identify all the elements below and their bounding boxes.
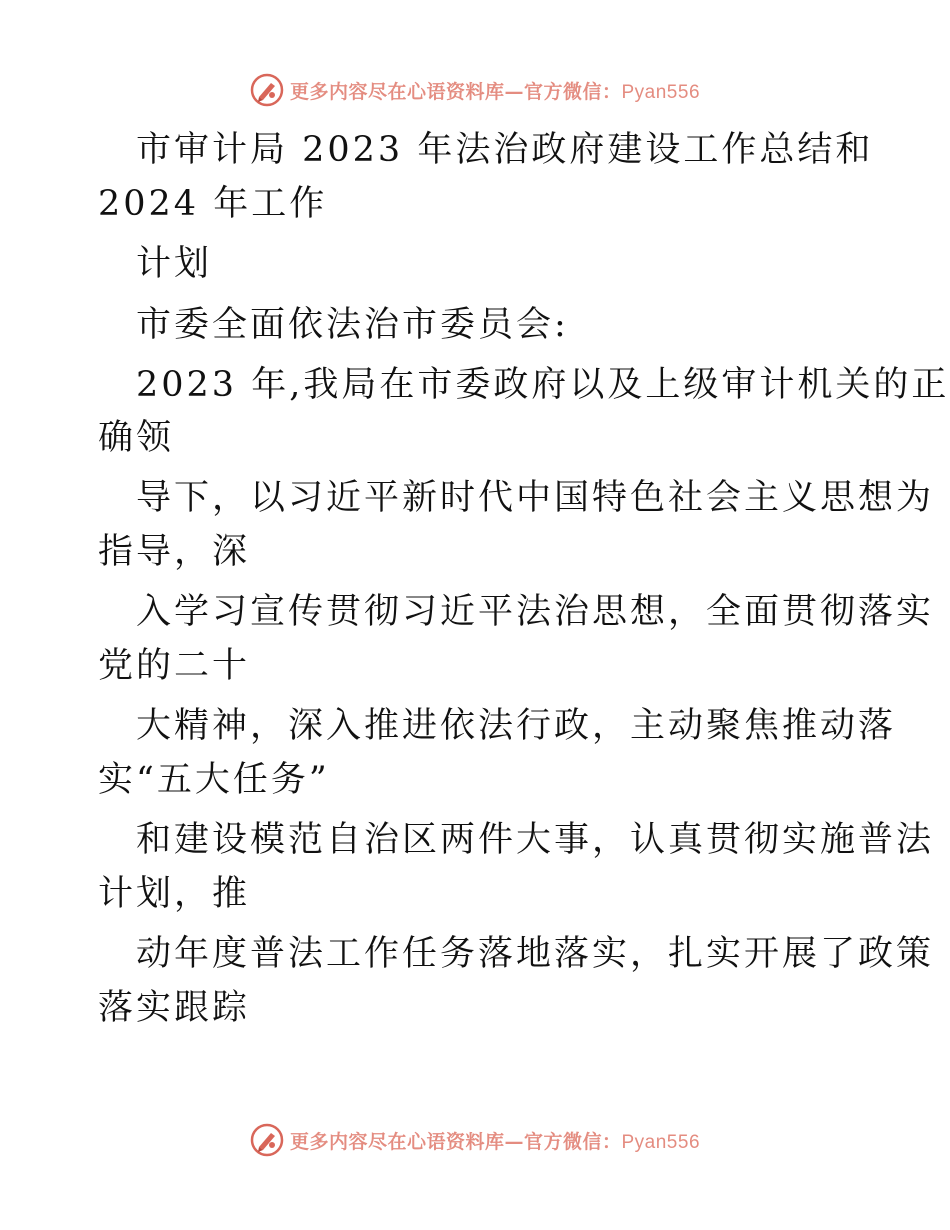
title-line-1: 市审计局 2023 年法治政府建设工作总结和 [136, 130, 874, 170]
watermark-id: Pyan556 [621, 1131, 701, 1153]
body-line: 实“五大任务” [98, 760, 330, 800]
watermark-id: Pyan556 [621, 81, 701, 103]
salutation: 市委全面依法治市委员会: [136, 305, 569, 345]
pen-seal-icon [250, 1123, 284, 1157]
body-line: 党的二十 [98, 646, 251, 686]
body-line: 计划，推 [98, 874, 251, 914]
title-line-3: 计划 [136, 244, 213, 284]
title-line-2: 2024 年工作 [98, 184, 328, 224]
body-line: 和建设模范自治区两件大事，认真贯彻实施普法 [136, 820, 935, 860]
body-line: 入学习宣传贯彻习近平法治思想，全面贯彻落实 [136, 592, 935, 632]
body-line: 导下，以习近平新时代中国特色社会主义思想为 [136, 478, 935, 518]
body-line: 确领 [98, 418, 175, 458]
body-line: 指导，深 [98, 532, 251, 572]
pen-seal-icon [250, 73, 284, 107]
watermark-text: 更多内容尽在心语资料库—官方微信：Pyan556 [289, 80, 701, 103]
footer-watermark [0, 1120, 950, 1160]
body-line: 落实跟踪 [98, 988, 251, 1028]
body-line: 2023 年,我局在市委政府以及上级审计机关的正 [136, 365, 950, 405]
watermark-text: 更多内容尽在心语资料库—官方微信：Pyan556 [289, 1130, 701, 1153]
body-line: 动年度普法工作任务落地落实，扎实开展了政策 [136, 934, 935, 974]
header-watermark [0, 70, 950, 110]
body-line: 大精神，深入推进依法行政，主动聚焦推动落 [136, 706, 897, 746]
